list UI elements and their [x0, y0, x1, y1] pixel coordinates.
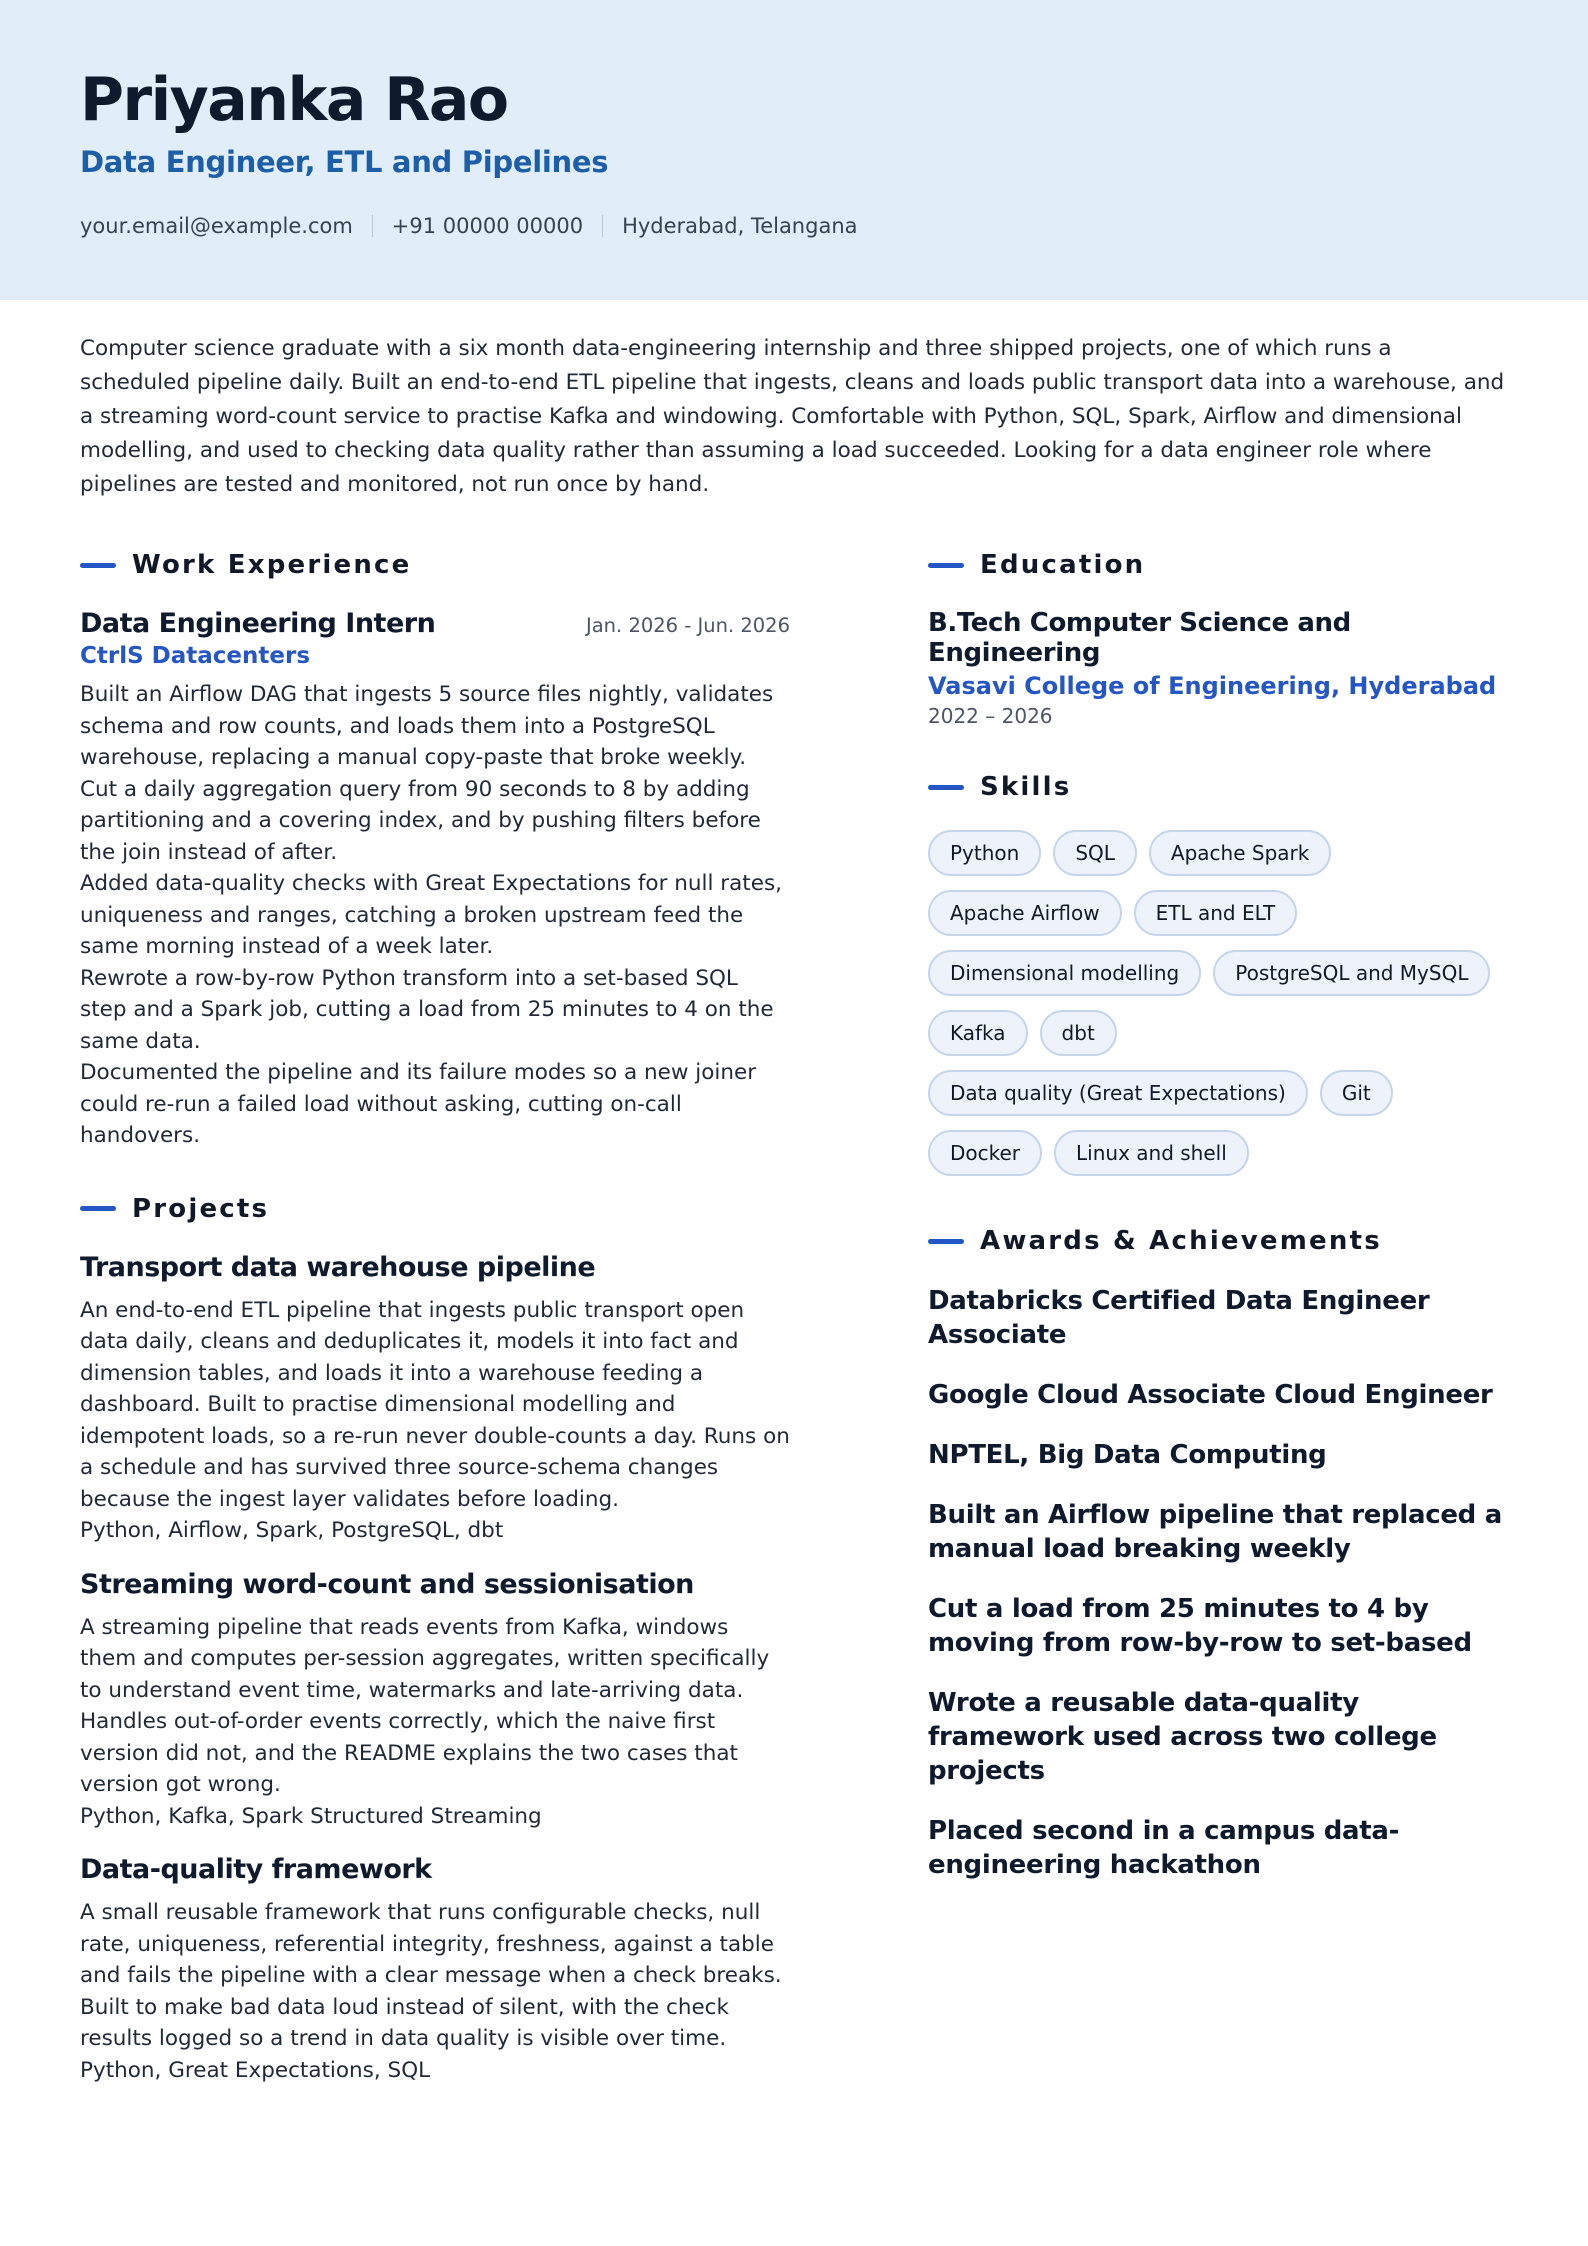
skill-chip: dbt — [1040, 1010, 1117, 1056]
section-accent-bar — [928, 563, 964, 568]
resume-header — [0, 0, 1588, 300]
section-title: Awards & Achievements — [980, 1226, 1382, 1256]
skill-chip: Apache Spark — [1149, 830, 1331, 876]
projects-heading — [80, 1192, 790, 1226]
award-item: Wrote a reusable data-quality framework used across two college projects — [928, 1688, 1437, 1786]
achievement-line: Added data-quality checks with Great Expectations for null rates, uniqueness and ranges, catching a broken upstream feed the same morning instead of a week later. — [80, 871, 782, 959]
section-accent-bar — [928, 785, 964, 790]
achievement-line: Rewrote a row-by-row Python transform into a set-based SQL step and a Spark job, cutting a load from 25 minutes to 4 on the same data. — [80, 965, 774, 1054]
section-accent-bar — [928, 1239, 964, 1244]
degree-name: B.Tech Computer Science and Engineering — [928, 608, 1351, 668]
education-years: 2022 – 2026 — [928, 704, 1053, 728]
skill-chip: Git — [1320, 1070, 1393, 1116]
contact-line — [80, 214, 1508, 238]
skill-chip: ETL and ELT — [1134, 890, 1298, 936]
job-role: Data Engineering Intern — [80, 608, 436, 639]
contact-divider — [602, 215, 603, 237]
contact-divider — [372, 215, 373, 237]
award-item: Databricks Certified Data Engineer Associate — [928, 1286, 1430, 1350]
job-header — [80, 608, 790, 639]
section-title: Projects — [132, 1193, 270, 1224]
skill-chip: Kafka — [928, 1010, 1028, 1056]
project-title: Data-quality framework — [80, 1854, 432, 1885]
summary-paragraph: Computer science graduate with a six month data-engineering internship and three shipped projects, one of which runs a scheduled pipeline daily. Built an end-to-end ETL pipeline that ingests, cleans and loads public transport data into a warehouse, and a streaming word-count service to practise Kafka and windowing. Comfortable with Python, SQL, Spark, Airflow and dimensional modelling, and used to checking data quality rather than assuming a load succeeded. Looking for a data engineer role where pipelines are tested and monitored, not run once by hand. — [80, 336, 1505, 497]
project-description: An end-to-end ETL pipeline that ingests public transport open data daily, cleans and deduplicates it, models it into fact and dimension tables, and loads it into a warehouse feeding a dashboard. Built to practise dimensional modelling and idempotent loads, so a re-run never double-counts a day. Runs on a schedule and has survived three source-schema changes because the ingest layer validates before loading. — [80, 1297, 790, 1512]
email-text: your.email@example.com — [80, 214, 353, 238]
candidate-name: Priyanka Rao — [80, 65, 508, 135]
section-title: Education — [980, 550, 1146, 580]
project-description: A small reusable framework that runs configurable checks, null rate, uniqueness, referential integrity, freshness, against a table and fails the pipeline with a clear message when a check breaks. Built to make bad data loud instead of silent, with the check results logged so a trend in data quality is visible over time. — [80, 1900, 782, 2051]
work-experience-heading — [80, 548, 790, 582]
skill-chip: Linux and shell — [1054, 1130, 1249, 1176]
school-name: Vasavi College of Engineering, Hyderabad — [928, 672, 1497, 700]
right-column — [928, 548, 1508, 2086]
award-item: NPTEL, Big Data Computing — [928, 1440, 1327, 1470]
skills-heading — [928, 770, 1508, 804]
job-title-headline: Data Engineer, ETL and Pipelines — [80, 145, 609, 179]
section-title: Skills — [980, 772, 1072, 802]
skill-chip: PostgreSQL and MySQL — [1213, 950, 1490, 996]
awards-heading — [928, 1224, 1508, 1258]
award-item: Built an Airflow pipeline that replaced a manual load breaking weekly — [928, 1500, 1502, 1564]
job-achievements — [80, 679, 790, 1152]
project-item — [80, 1854, 790, 2086]
skill-chip: Data quality (Great Expectations) — [928, 1070, 1308, 1116]
job-dates: Jan. 2026 - Jun. 2026 — [585, 614, 790, 637]
section-accent-bar — [80, 1206, 116, 1211]
project-tech: Python, Kafka, Spark Structured Streaming — [80, 1803, 542, 1829]
achievement-line: Built an Airflow DAG that ingests 5 source files nightly, validates schema and row counts, and loads them into a PostgreSQL warehouse, replacing a manual copy-paste that broke weekly. — [80, 682, 774, 770]
achievement-line: Documented the pipeline and its failure modes so a new joiner could re-run a failed load without asking, cutting on-call handovers. — [80, 1060, 757, 1148]
location-text: Hyderabad, Telangana — [622, 214, 858, 238]
project-item — [80, 1252, 790, 1547]
skills-list — [928, 830, 1508, 1190]
phone-text: +91 00000 00000 — [391, 214, 584, 238]
section-title: Work Experience — [132, 550, 412, 580]
skill-chip: Docker — [928, 1130, 1042, 1176]
achievement-line: Cut a daily aggregation query from 90 seconds to 8 by adding partitioning and a covering index, and by pushing filters before the join instead of after. — [80, 776, 761, 865]
left-column — [80, 548, 790, 2086]
project-tech: Python, Airflow, Spark, PostgreSQL, dbt — [80, 1518, 504, 1543]
skill-chip: SQL — [1053, 830, 1137, 876]
project-title: Transport data warehouse pipeline — [80, 1251, 596, 1283]
project-title: Streaming word-count and sessionisation — [80, 1568, 694, 1600]
company-name: CtrlS Datacenters — [80, 643, 311, 669]
project-item — [80, 1569, 790, 1833]
skill-chip: Python — [928, 830, 1041, 876]
education-heading — [928, 548, 1508, 582]
skill-chip: Dimensional modelling — [928, 950, 1201, 996]
section-accent-bar — [80, 563, 116, 568]
award-item: Placed second in a campus data-engineering hackathon — [928, 1816, 1400, 1880]
skill-chip: Apache Airflow — [928, 890, 1122, 936]
project-description: A streaming pipeline that reads events from Kafka, windows them and computes per-session aggregates, written specifically to understand event time, watermarks and late-arriving data. Handles out-of-order events correctly, which the naive first version did not, and the README explains the two cases that version got wrong. — [80, 1614, 770, 1797]
project-tech: Python, Great Expectations, SQL — [80, 2057, 431, 2083]
two-column-body — [80, 548, 1508, 2086]
award-item: Google Cloud Associate Cloud Engineer — [928, 1380, 1493, 1410]
awards-list — [928, 1284, 1508, 1882]
award-item: Cut a load from 25 minutes to 4 by moving from row-by-row to set-based — [928, 1594, 1472, 1658]
